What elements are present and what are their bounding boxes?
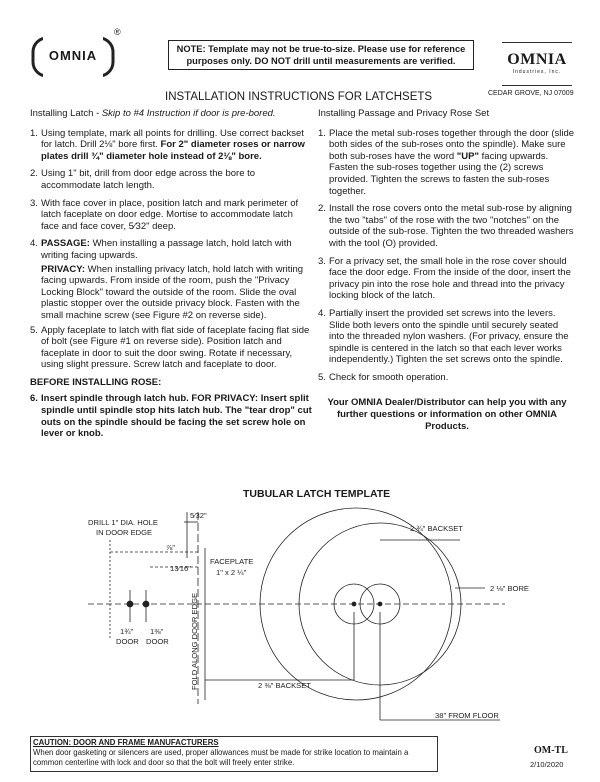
faceplate-label-1: FACEPLATE	[210, 557, 254, 566]
template-note	[168, 40, 474, 70]
step-text: Place the metal sub-roses together through the door (slide both sides of the sub-roses onto the spindle). Make sure both sub-roses have the word	[329, 127, 575, 162]
step-number: 1.	[30, 127, 38, 139]
company-location: CEDAR GROVE, NJ 07009	[488, 90, 574, 97]
latch-step-5	[30, 325, 312, 371]
caution-title: CAUTION: DOOR AND FRAME MANUFACTURERS	[33, 738, 219, 747]
door-134-label: DOOR	[116, 637, 139, 646]
drill-label-1: DRILL 1" DIA. HOLE	[88, 518, 158, 527]
rose-step-3	[318, 256, 576, 302]
step-bold-text: For 2" diameter roses or narrow plates drill ¾" diameter hole instead of 2⅛" bore.	[41, 139, 305, 162]
before-rose-heading: BEFORE INSTALLING ROSE:	[30, 376, 162, 388]
step-number: 4.	[318, 307, 326, 319]
step-text: Using 1" bit, drill from door edge across the bore to accommodate latch length.	[41, 168, 256, 191]
drill-label-2: IN DOOR EDGE	[96, 528, 153, 537]
rose-set-section	[318, 108, 576, 432]
step-number: 6.	[30, 393, 38, 405]
floor-label: 38" FROM FLOOR	[435, 711, 499, 720]
latch-heading	[30, 108, 312, 120]
privacy-label: PRIVACY:	[41, 263, 85, 275]
logo-text: OMNIA	[48, 48, 98, 63]
rose-step-5	[318, 372, 576, 384]
latch-step-1	[30, 128, 312, 163]
step-text: For a privacy set, the small hole in the rose cover should face the door edge. From the inside of the door, insert the privacy pin into the rose hole and thread into the privacy locking block of the latch.	[329, 255, 571, 302]
privacy-text: When installing privacy latch, hold latch with writing facing upwards. From inside of the room, push the "Privacy Locking Block" toward the outside of the room. Slide the oval plastic stopper over the outside privacy block. Fasten with the small machine screw (see Figure #2 on reverse side).	[41, 263, 304, 321]
step-text-cont: facing upwards. Fasten the sub-roses together using the (2) screws provided. Tighten the screws to fasten the sub-roses together.	[329, 150, 550, 197]
door-138-value: 1⅜"	[150, 627, 164, 636]
step-text: When installing a passage latch, hold latch with writing facing upwards.	[41, 238, 292, 261]
latch-heading-note: - Skip to #4 Instruction if door is pre-bored.	[96, 108, 276, 119]
step-number: 4.	[30, 238, 38, 250]
step-number: 1.	[318, 127, 326, 139]
rose-step-2	[318, 203, 576, 249]
installing-latch-section	[30, 108, 312, 446]
step-text: With face cover in place, position latch and mark perimeter of latch faceplate on door edge. Mortise to accommodate latch face and face cover, 5⁄32" deep.	[41, 197, 299, 232]
latch-heading-text: Installing Latch	[30, 108, 94, 119]
registered-mark: ®	[114, 27, 121, 37]
step-number: 2.	[30, 168, 38, 180]
note-line-1: NOTE: Template may not be true-to-size. Please use for reference	[176, 44, 466, 54]
page-title: INSTALLATION INSTRUCTIONS FOR LATCHSETS	[165, 91, 433, 103]
dealer-note: Your OMNIA Dealer/Distributor can help you with any further questions or information on other OMNIA Products.	[327, 397, 567, 432]
backset-238: 2 ⅜" BACKSET	[258, 681, 311, 690]
dim-1316: 13⁄16"	[170, 564, 191, 573]
bore-218: 2 ⅛" BORE	[490, 584, 529, 593]
document-date: 2/10/2020	[530, 760, 564, 769]
latch-step-4	[30, 238, 312, 261]
faceplate-label-2: 1" x 2 ¼"	[216, 568, 247, 577]
latch-step-6	[30, 393, 312, 439]
latch-step-2	[30, 168, 312, 191]
caution-text: When door gasketing or silencers are used, proper allowances must be made for strike location to maintain a common centerline with lock and door so that the bolt will freely enter strike.	[33, 748, 409, 767]
step-number: 3.	[30, 197, 38, 209]
latch-step-3	[30, 198, 312, 233]
step-number: 3.	[318, 255, 326, 267]
step-text: Partially insert the provided set screws into the levers. Slide both levers onto the spindle until securely seated into the threaded nylon washers. (For privacy, ensure the spindle is centered in the latch so that each lever works independently.) Tighten the set screws onto the spindle.	[329, 307, 569, 366]
backset-234: 2 ¾" BACKSET	[410, 524, 463, 533]
document-code: OM-TL	[534, 745, 568, 756]
latch-template-diagram	[0, 498, 600, 742]
caution-box	[30, 736, 438, 772]
step-number: 5.	[318, 371, 326, 383]
omnia-industries-logo	[502, 42, 572, 86]
up-word: "UP"	[456, 150, 480, 162]
privacy-note	[30, 264, 312, 322]
rose-step-4	[318, 308, 576, 366]
step-text: Check for smooth operation.	[329, 371, 449, 383]
door-138-label: DOOR	[146, 637, 169, 646]
note-line-2: purposes only. DO NOT drill until measurements are verified.	[186, 56, 456, 66]
passage-label: PASSAGE:	[41, 238, 90, 250]
step-text: Insert spindle through latch hub. FOR PRIVACY: Insert split spindle until spindle stop hits latch hub. The "tear drop" cut outs on the spindle should be facing the set screw hole on lever or knob.	[41, 393, 312, 440]
step-text: Install the rose covers onto the metal sub-rose by aligning the two "tabs" of the rose with the two "notches" on the outside of the sub-rose. Tighten the two threaded washers with the tool (O) provided.	[329, 203, 574, 249]
fold-label: FOLD ALONG DOOR EDGE	[190, 592, 199, 690]
rose-heading: Installing Passage and Privacy Rose Set	[318, 108, 490, 119]
right-logo-sub: Industries, Inc.	[512, 69, 562, 75]
right-logo-text: OMNIA	[507, 51, 567, 68]
rose-step-1	[318, 128, 576, 198]
dim-78: ⅞"	[166, 543, 176, 552]
step-text: Apply faceplate to latch with flat side of faceplate facing flat side of bolt (see Figure #1 on reverse side). Position latch and faceplate in door to suit the door swing. Rotate if necessary, using slight pressure. Screw latch and faceplate to door.	[41, 324, 310, 371]
door-134-value: 1¾"	[120, 627, 134, 636]
step-number: 5.	[30, 324, 38, 336]
template-title: TUBULAR LATCH TEMPLATE	[243, 488, 391, 500]
step-number: 2.	[318, 203, 326, 215]
step-text: Using template, mark all points for drilling. Use correct backset for latch. Drill 2⅛" bore first.	[41, 127, 304, 151]
dim-532: 5⁄32"	[190, 511, 207, 520]
